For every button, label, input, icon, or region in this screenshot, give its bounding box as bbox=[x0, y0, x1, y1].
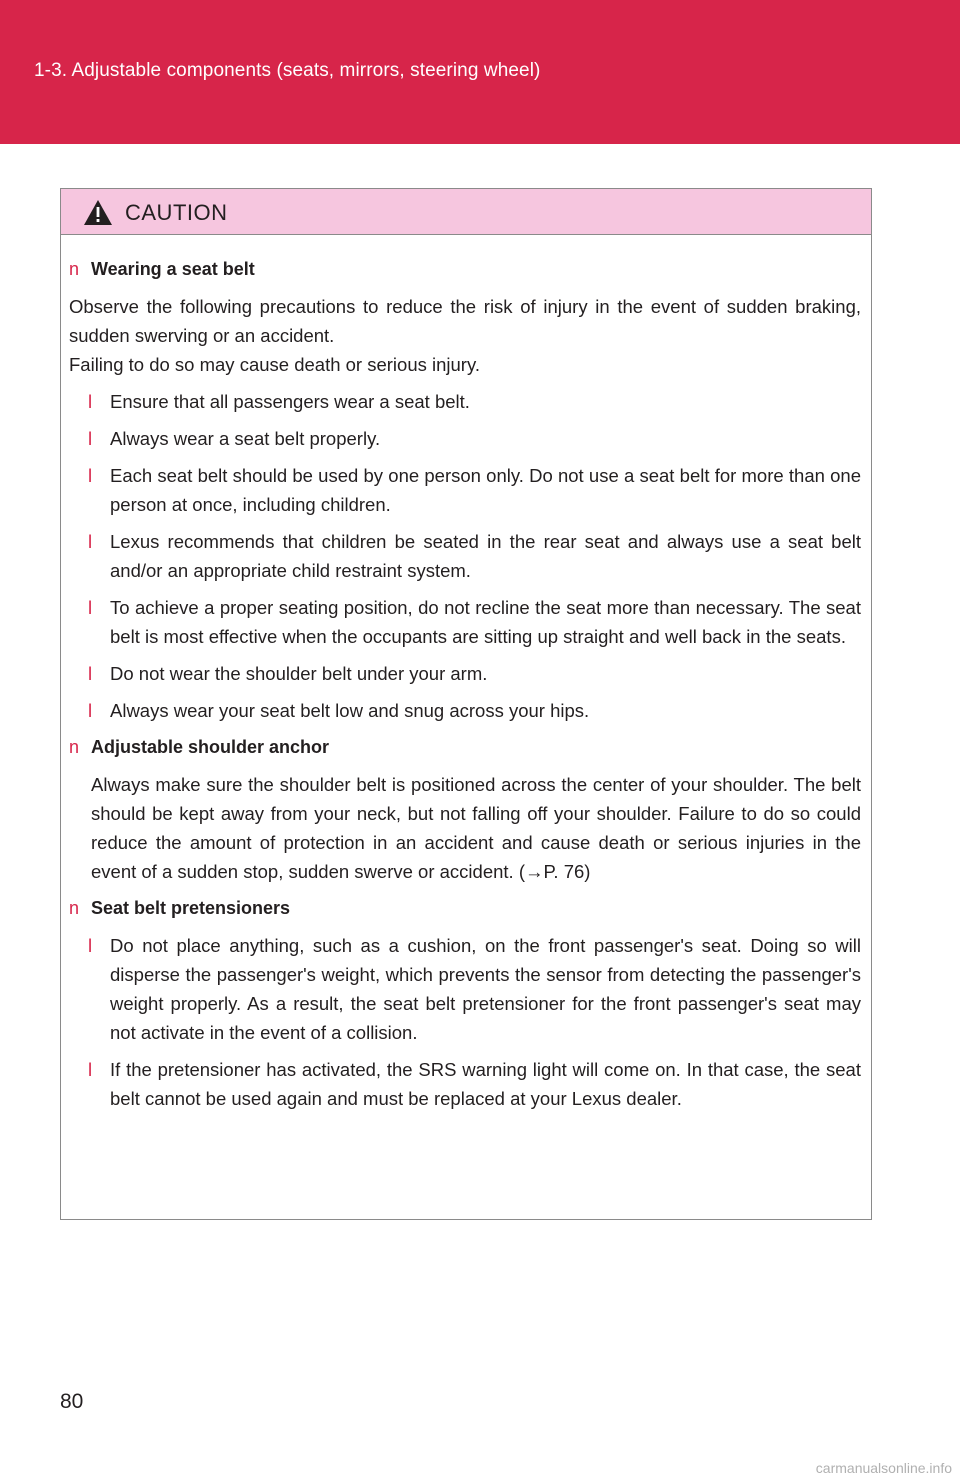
caution-label: CAUTION bbox=[125, 200, 228, 225]
caution-header bbox=[61, 189, 871, 235]
list-item bbox=[69, 387, 861, 416]
heading-text: Adjustable shoulder anchor bbox=[91, 737, 330, 757]
section-heading-wearing-seat-belt bbox=[69, 255, 861, 284]
header-band bbox=[0, 0, 960, 144]
section-heading-shoulder-anchor bbox=[69, 733, 861, 762]
list-item bbox=[69, 593, 861, 651]
heading-text: Seat belt pretensioners bbox=[91, 898, 291, 918]
paragraph bbox=[69, 292, 861, 350]
paragraph bbox=[69, 770, 861, 886]
bullet-marker: l bbox=[88, 597, 93, 618]
watermark: carmanualsonline.info bbox=[815, 1460, 952, 1476]
bullet-marker: l bbox=[88, 531, 93, 552]
list-item-text: Do not wear the shoulder belt under your arm. bbox=[110, 663, 488, 684]
section-title: 1-3. Adjustable components (seats, mirrors, steering wheel) bbox=[34, 60, 541, 81]
list-item-text: If the pretensioner has activated, the SRS warning light will come on. In that case, the seat belt cannot be used again and must be replaced at your Lexus dealer. bbox=[110, 1059, 861, 1109]
list-item-text: To achieve a proper seating position, do not recline the seat more than necessary. The seat belt is most effective when the occupants are sitting up straight and well back in the seats. bbox=[110, 597, 861, 647]
paragraph-text: Failing to do so may cause death or serious injury. bbox=[69, 354, 480, 375]
section-marker: n bbox=[69, 898, 80, 918]
bullet-marker: l bbox=[88, 663, 93, 684]
paragraph-text: Observe the following precautions to reduce the risk of injury in the event of sudden braking, sudden swerving or an accident. bbox=[69, 296, 861, 346]
section-marker: n bbox=[69, 737, 80, 757]
list-item-text: Always wear a seat belt properly. bbox=[110, 428, 381, 449]
list-item-text: Do not place anything, such as a cushion, on the front passenger's seat. Doing so will disperse the passenger's weight, which prevents the sensor from detecting the passenger's weight properly. As a result, the seat belt pretensioner for the front passenger's seat may not activate in the event of a collision. bbox=[110, 935, 861, 1043]
list-item bbox=[69, 424, 861, 453]
list-item bbox=[69, 461, 861, 519]
list-item-text: Ensure that all passengers wear a seat belt. bbox=[110, 391, 470, 412]
bullet-marker: l bbox=[88, 428, 93, 449]
caution-box bbox=[60, 188, 872, 1220]
heading-text: Wearing a seat belt bbox=[91, 259, 255, 279]
page-number: 80 bbox=[60, 1390, 84, 1413]
list-item-text: Always wear your seat belt low and snug across your hips. bbox=[110, 700, 590, 721]
list-item-text: Each seat belt should be used by one person only. Do not use a seat belt for more than one person at once, including children. bbox=[110, 465, 861, 515]
bullet-marker: l bbox=[88, 1059, 93, 1080]
list-item-text: Lexus recommends that children be seated in the rear seat and always use a seat belt and/or an appropriate child restraint system. bbox=[110, 531, 861, 581]
list-item bbox=[69, 696, 861, 725]
section-marker: n bbox=[69, 259, 80, 279]
list-item bbox=[69, 659, 861, 688]
bullet-marker: l bbox=[88, 391, 93, 412]
list-item bbox=[69, 527, 861, 585]
list-item bbox=[69, 931, 861, 1047]
warning-triangle-icon bbox=[83, 199, 113, 226]
bullet-marker: l bbox=[88, 465, 93, 486]
paragraph bbox=[69, 350, 861, 379]
bullet-marker: l bbox=[88, 700, 93, 721]
bullet-marker: l bbox=[88, 935, 93, 956]
list-item bbox=[69, 1055, 861, 1113]
section-heading-pretensioners bbox=[69, 894, 861, 923]
paragraph-text: Always make sure the shoulder belt is positioned across the center of your shoulder. The belt should be kept away from your neck, but not falling off your shoulder. Failure to do so could reduce the amount of protection in an accident and cause death or serious injuries in the event of a sudden stop, sudden swerve or accident. (→P. 76) bbox=[91, 774, 861, 882]
caution-content bbox=[69, 255, 861, 1121]
